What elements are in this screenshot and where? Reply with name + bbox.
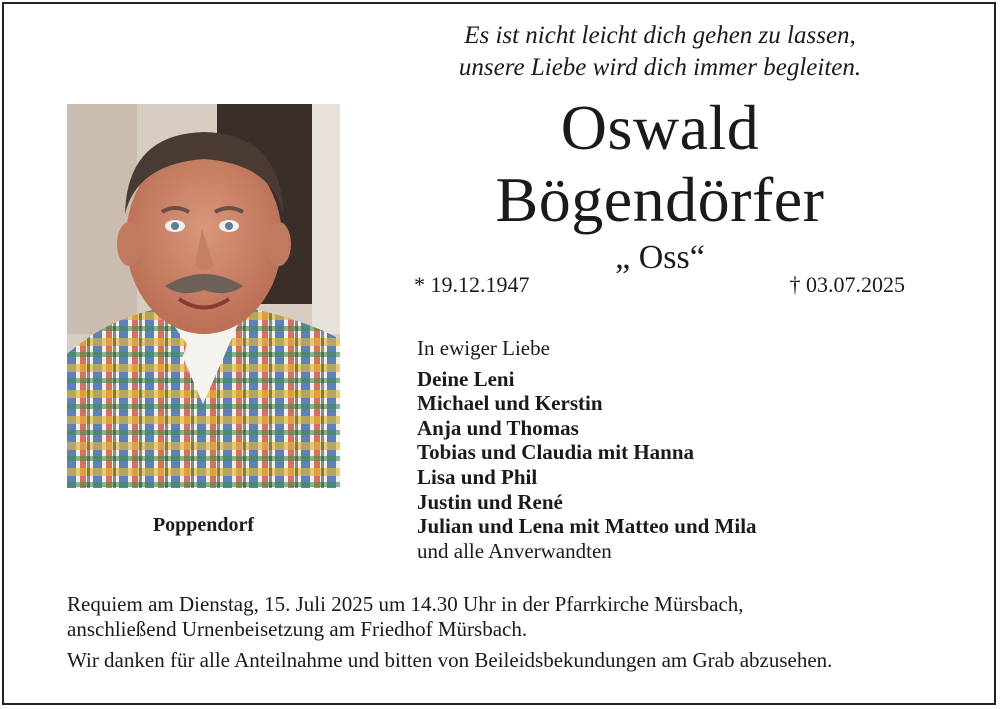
mourner-name: Julian und Lena mit Matteo und Mila [417, 514, 757, 539]
service-info [67, 592, 832, 673]
requiem-line-2: anschließend Urnenbeisetzung am Friedhof Mürsbach. [67, 617, 528, 641]
mourners-list [417, 336, 757, 563]
death-date: † 03.07.2025 [789, 272, 905, 297]
first-name: Oswald [560, 92, 760, 163]
requiem-line-1: Requiem am Dienstag, 15. Juli 2025 um 14.30 Uhr in der Pfarrkirche Mürsbach, [67, 592, 744, 616]
nickname: „ Oss“ [615, 239, 705, 276]
place-of-residence: Poppendorf [152, 514, 255, 536]
portrait-illustration [67, 104, 340, 488]
last-name: Bögendörfer [495, 164, 825, 235]
mourner-name: Tobias und Claudia mit Hanna [417, 440, 695, 465]
mourner-name: Anja und Thomas [417, 415, 579, 440]
mourners-intro: In ewiger Liebe [417, 336, 550, 360]
mourner-name: Justin und René [417, 489, 563, 514]
mourner-name: Lisa und Phil [417, 464, 538, 489]
mourner-name: Michael und Kerstin [417, 391, 603, 416]
birth-date: * 19.12.1947 [414, 272, 530, 297]
motto-line-2: unsere Liebe wird dich immer begleiten. [458, 54, 862, 81]
portrait-photo [67, 104, 340, 488]
mourners-outro: und alle Anverwandten [417, 538, 612, 563]
motto [400, 20, 920, 84]
thanks-note: Wir danken für alle Anteilnahme und bitten von Beileidsbekundungen am Grab abzusehen. [67, 648, 833, 672]
motto-line-1: Es ist nicht leicht dich gehen zu lassen, [464, 22, 856, 49]
mourner-name: Deine Leni [417, 366, 515, 391]
